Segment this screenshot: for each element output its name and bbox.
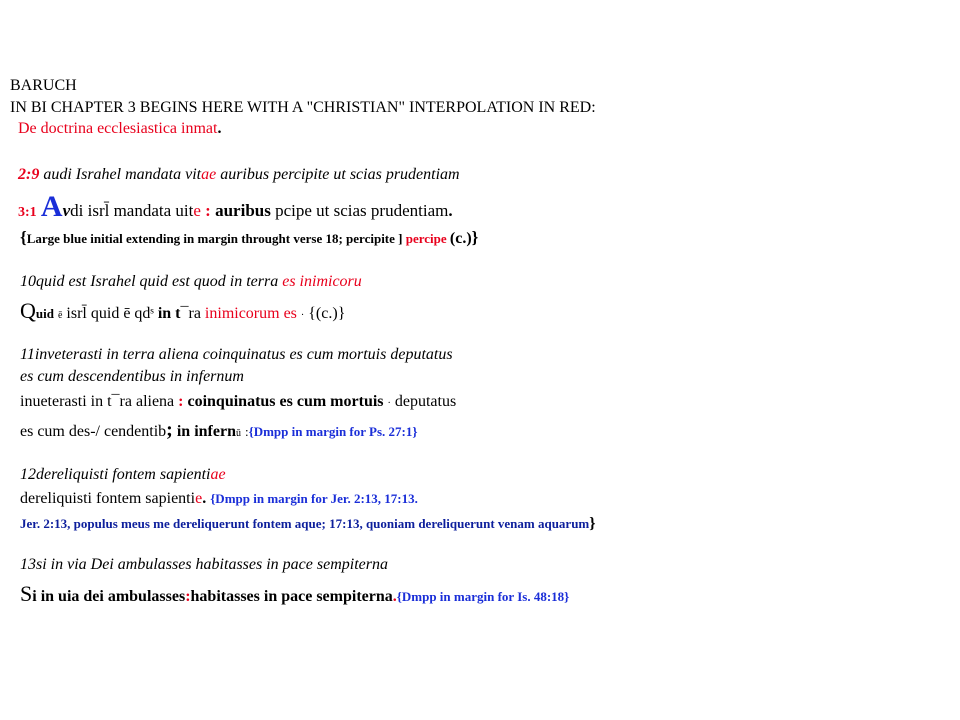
v9-modern-b: ae	[201, 166, 217, 183]
v10-manuscript	[20, 298, 345, 324]
v12-note-text: Jer. 2:13, populus meus me dereliquerunt fontem aque; 17:13, quoniam dereliquerunt venam aquarum	[20, 516, 590, 531]
v10-ms-dot: ·	[300, 310, 305, 321]
v9-note-text: Large blue initial extending in margin throught verse 18; percipite ]	[26, 231, 406, 246]
v10-ms-g: {(c.)}	[308, 305, 346, 322]
v9-note	[20, 228, 478, 248]
v9-ms-b: di isrl̄ mandata uit	[70, 201, 194, 220]
ms-ref: 3:1	[18, 205, 37, 220]
v11-ms-a: inueterasti in t¯ra aliena	[20, 393, 175, 410]
v13-manuscript	[20, 581, 569, 607]
v9-note-close: }	[471, 228, 479, 247]
v9-ms-colon: :	[205, 201, 211, 220]
v11-ms2-semi: ;	[166, 419, 173, 441]
v12-modern-b: ae	[210, 466, 226, 483]
v10-modern-a: 10quid est Israhel quid est quod in terra	[20, 273, 279, 290]
v13-ms-a: i in uia dei ambulasses	[32, 588, 186, 605]
header-note: IN BI CHAPTER 3 BEGINS HERE WITH A "CHRISTIAN" INTERPOLATION IN RED:	[10, 99, 596, 116]
title-book: BARUCH	[10, 77, 77, 94]
v10-ms-d: in t	[157, 305, 181, 322]
v13-ms-period: .	[392, 588, 397, 605]
v11-ms2-note: {Dmpp in margin for Ps. 27:1}	[248, 424, 418, 439]
v10-modern	[20, 273, 362, 291]
v12-ms-period: .	[202, 490, 207, 507]
rubric-text: De doctrina ecclesiastica inmat	[18, 120, 218, 137]
v10-ms-b: ē	[57, 310, 63, 321]
v10-ms-e: ¯ra	[180, 305, 201, 322]
v12-ms-b: e	[195, 490, 203, 507]
rubric-period: .	[217, 120, 222, 137]
v12-manuscript	[20, 490, 418, 508]
v12-ms-note: {Dmpp in margin for Jer. 2:13, 17:13.	[210, 491, 418, 506]
large-blue-initial: A	[40, 190, 63, 223]
v9-ms-a: v	[62, 201, 71, 220]
v9-modern	[18, 166, 460, 184]
v11-modern-1: 11inveterasti in terra aliena coinquinatus es cum mortuis deputatus	[20, 346, 453, 363]
v9-ms-d: auribus	[215, 201, 271, 220]
v11-ms-colon: :	[178, 393, 184, 410]
v12-modern-a: 12dereliquisti fontem sapienti	[20, 466, 211, 483]
v11-modern-2: es cum descendentibus in infernum	[20, 368, 244, 385]
v11-ms-c: deputatus	[394, 393, 457, 410]
v9-note-red: percipe	[405, 231, 447, 246]
v13-ms-colon: :	[185, 588, 191, 605]
v11-ms-dot: ·	[387, 398, 391, 409]
v9-note-open: {	[20, 228, 27, 247]
v11-ms2-a: es cum des-/ cendentib	[20, 423, 167, 440]
v12-note-close: }	[589, 515, 596, 532]
v9-ref: 2:9	[18, 166, 40, 183]
v13-ms-b: habitasses in pace sempiterna	[190, 588, 393, 605]
v10-ms-a: uid	[35, 306, 54, 321]
v9-note-c: (c.)	[449, 230, 472, 247]
v9-modern-c: auribus percipite ut scias prudentiam	[220, 166, 460, 183]
v9-ms-period: .	[448, 201, 453, 220]
v11-ms2-b: in infern	[176, 423, 236, 440]
v11-ms2-colon: :	[244, 424, 249, 439]
v10-modern-b: es inimicoru	[282, 273, 362, 290]
v9-manuscript	[18, 190, 453, 224]
v11-ms2-c: ū	[235, 428, 241, 439]
v10-ms-f: inimicorum es	[204, 305, 297, 322]
v13-modern: 13si in via Dei ambulasses habitasses in pace sempiterna	[20, 556, 388, 573]
v13-cap: S	[20, 581, 33, 606]
v11-manuscript-2	[20, 419, 418, 442]
v12-ms-a: dereliquisti fontem sapienti	[20, 490, 196, 507]
v9-modern-a: audi Israhel mandata vit	[43, 166, 202, 183]
v13-ms-note: {Dmpp in margin for Is. 48:18}	[396, 589, 570, 604]
rubric-heading	[18, 120, 221, 138]
v11-ms-b: coinquinatus es cum mortuis	[187, 393, 384, 410]
v12-modern	[20, 466, 226, 484]
v9-ms-e: pcipe ut scias prudentiam	[275, 201, 449, 220]
v9-ms-c: e	[193, 201, 201, 220]
v12-note	[20, 515, 596, 533]
v11-manuscript-1	[20, 393, 456, 411]
v10-ms-c: isrl̄ quid ē qdˢ	[66, 305, 154, 322]
v10-cap: Q	[20, 298, 36, 323]
